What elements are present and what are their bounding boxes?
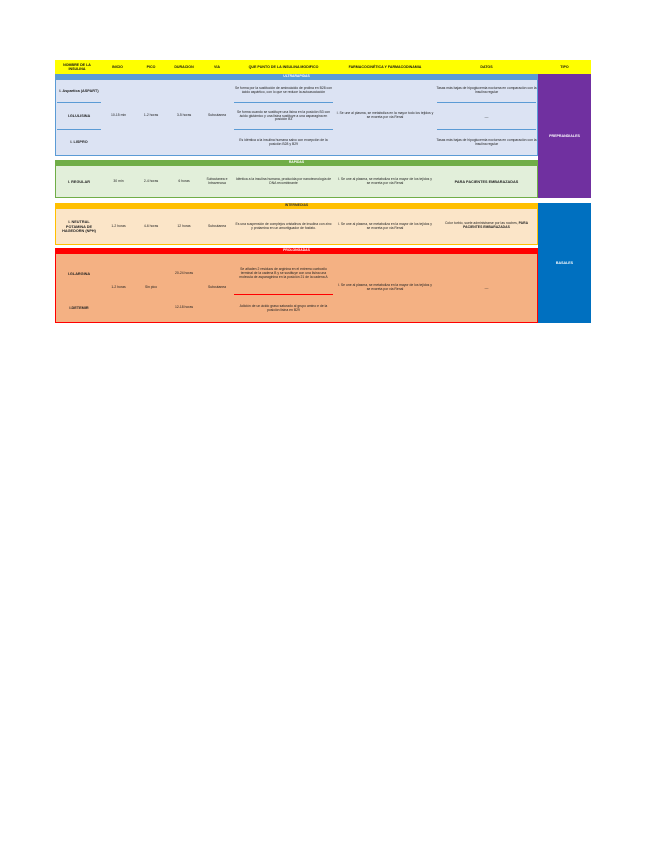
glulisina-name: I.GLULISINA bbox=[67, 113, 91, 118]
intermedias-duracion: 12 horas bbox=[177, 224, 191, 229]
aspart-datos: Tasas más bajas de hipoglucemia nocturna en comparación con la Insulina regular bbox=[436, 86, 537, 94]
intermedias-datos-text: Color turbio, suele administrarse por las noches, bbox=[444, 221, 518, 225]
header-modifico: QUE PUNTO DE LA INSULINA MODIFICO bbox=[232, 60, 335, 74]
lispro-name: I. LISPRO bbox=[70, 140, 88, 145]
rapidas-datos: PARA PACIENTES EMBARAZADAS bbox=[454, 179, 519, 184]
rapidas-pico: 2-4 horas bbox=[143, 179, 159, 184]
glargina-name: I.GLARGINA bbox=[67, 271, 91, 276]
intermedias-datos bbox=[437, 210, 536, 244]
ultra-farmaco: I. Se une al plasma, se metaboliza en la mayor todo los tejidos y se excreta por via Renal bbox=[336, 111, 434, 119]
glulisina-datos: __ bbox=[484, 113, 489, 118]
ultra-inicio: 10-15 min bbox=[110, 113, 127, 118]
aspart-name: I. Aspartica (ASPART) bbox=[59, 88, 99, 93]
divider bbox=[234, 294, 333, 295]
divider bbox=[437, 129, 536, 130]
divider bbox=[437, 102, 536, 103]
header-via: VIA bbox=[202, 60, 232, 74]
rapidas-inicio: 30 min bbox=[113, 179, 124, 184]
ultrarapidas-band: ULTRARAPIDAS bbox=[56, 74, 537, 80]
detemir-modificacion: Adición de un ácido graso saturado al grupo amino e de la posición lisina en B29 bbox=[239, 303, 328, 312]
rapidas-via: Subcutanea e Intravenosa bbox=[206, 177, 228, 185]
tipo-prandiales: PREPRANDIALES bbox=[538, 74, 591, 198]
ultra-via: Subcutanea bbox=[207, 113, 227, 118]
intermedias-via: Subcutanea bbox=[207, 224, 227, 229]
intermedias-pico: 4-6 horas bbox=[143, 224, 159, 229]
detemir-name: I.DETEMIR bbox=[69, 305, 89, 310]
header-farmaco: FARMACOCINÉTICA Y FARMACODINAMIA bbox=[335, 60, 435, 74]
glargina-duracion: 20-24 horas bbox=[174, 271, 194, 276]
intermedias-farmaco: I. Se une al plasma, se metaboliza en la mayor de los tejidos y se excreta por via Renal bbox=[338, 222, 432, 230]
header-tipo: TIPO bbox=[538, 60, 591, 74]
prolongadas-band: PROLONGADAS bbox=[56, 248, 537, 254]
header-nombre: NOMBRE DE LA INSULINA bbox=[55, 60, 99, 74]
divider bbox=[234, 129, 333, 130]
divider bbox=[57, 129, 101, 130]
ultra-pico: 1-2 horas bbox=[143, 113, 159, 118]
intermedias-inicio: 1-2 horas bbox=[111, 224, 126, 229]
prolongadas-farmaco: I. Se une al plasma, se metaboliza en la mayor de los tejidos y se excreta por via Renal bbox=[338, 283, 432, 291]
ultra-duracion: 3-5 horas bbox=[176, 113, 192, 118]
glargina-modificacion: Se añaden 2 residuos de arginina en el extremo carboxilo terminal de la cadena B y se sustituye con una lisina una molecula de asparaginina en la posición 21 de la cadena A bbox=[239, 267, 328, 279]
prolongadas-inicio: 1-2 horas bbox=[111, 285, 126, 290]
header-duracion: DURACION bbox=[166, 60, 202, 74]
tipo-basales: BASALES bbox=[538, 203, 591, 323]
prolongadas-pico: Sin pico bbox=[144, 285, 158, 290]
header-inicio: INICIO bbox=[99, 60, 136, 74]
rapidas-modificacion: Idéntica a la insulina humana, producida por nanotecnología de DNA recombinante bbox=[235, 177, 332, 185]
glulisina-modificacion: Se forma cuando se sustituye una lisina en la posición B3 con ácido glutámico y una lisina sustituye a una asparagina en posición B3 bbox=[236, 109, 331, 122]
regular-name: I. REGULAR bbox=[68, 179, 90, 184]
rapidas-farmaco: I. Se une al plasma, se metaboliza en la mayor de los tejidos y se excreta por via Renal bbox=[338, 177, 432, 185]
lispro-modificacion: Es idéntica a la insulina humana salvo con excepción de la posición B28 y B29 bbox=[239, 137, 328, 146]
aspart-modificacion: Se forma por la sustitución de aminoácido de prolina en B28 con ácido aspártico, con lo que se reduce la autoasociación bbox=[234, 86, 333, 94]
divider bbox=[57, 102, 101, 103]
header-pico: PICO bbox=[136, 60, 166, 74]
intermedias-band: INTERMEDIAS bbox=[56, 203, 537, 209]
nph-name: I. NEUTRAL POTAMINA DE HAGEDORN (NPH) bbox=[62, 220, 96, 234]
rapidas-duracion: 6 horas bbox=[178, 179, 190, 184]
divider bbox=[234, 102, 333, 103]
header-datos: DATOS bbox=[435, 60, 538, 74]
rapidas-band: RAPIDAS bbox=[56, 160, 537, 166]
detemir-duracion: 12-18 horas bbox=[174, 305, 194, 310]
intermedias-datos-bold: PARA PACIENTES EMBARAZADAS bbox=[463, 221, 529, 229]
prolongadas-via: Subcutanea bbox=[207, 285, 227, 290]
intermedias-modificacion: Es una suspensión de complejos cristalinos de insulina con zinc y protamina en un amortiguador de fosfato. bbox=[235, 222, 332, 230]
prolongadas-datos: __ bbox=[484, 285, 489, 290]
lispro-datos: Tasas más bajas de hipoglucemia nocturna en comparación con la Insulina regular bbox=[436, 137, 537, 146]
